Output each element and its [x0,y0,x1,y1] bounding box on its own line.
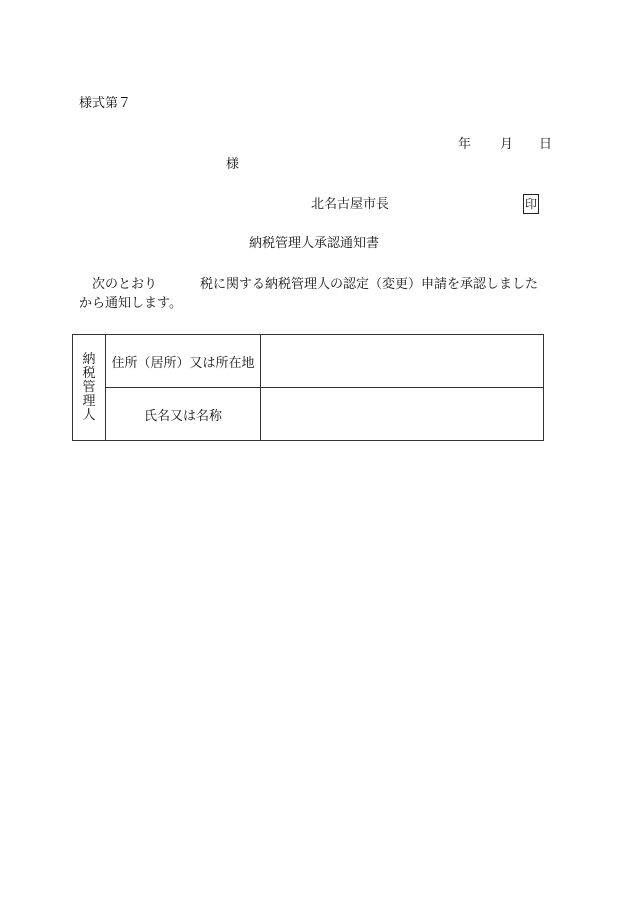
addressee-honorific: 様 [226,157,240,172]
tax-agent-group-label [73,335,106,441]
date-day-label: 日 [539,137,553,152]
date-year-label: 年 [458,137,472,152]
address-label: 住所（居所）又は所在地 [106,335,261,388]
tax-agent-group-label-text: 納税管理人 [82,351,96,423]
seal-box: 印 [523,194,539,214]
issuer-name: 北名古屋市長 [311,197,390,212]
name-label: 氏名又は名称 [106,388,261,441]
address-value [261,335,544,388]
date-month-label: 月 [500,137,514,152]
table-row [73,335,544,388]
body-text-line1-lead: 次のとおり [92,277,158,292]
form-number: 様式第７ [79,96,132,111]
table-row [73,388,544,441]
tax-agent-table [72,334,544,441]
body-text-line2: から通知します。 [79,296,182,311]
body-text-line1-rest: 税に関する納税管理人の認定（変更）申請を承認しました [200,277,539,292]
document-title: 納税管理人承認通知書 [249,236,380,251]
name-value [261,388,544,441]
